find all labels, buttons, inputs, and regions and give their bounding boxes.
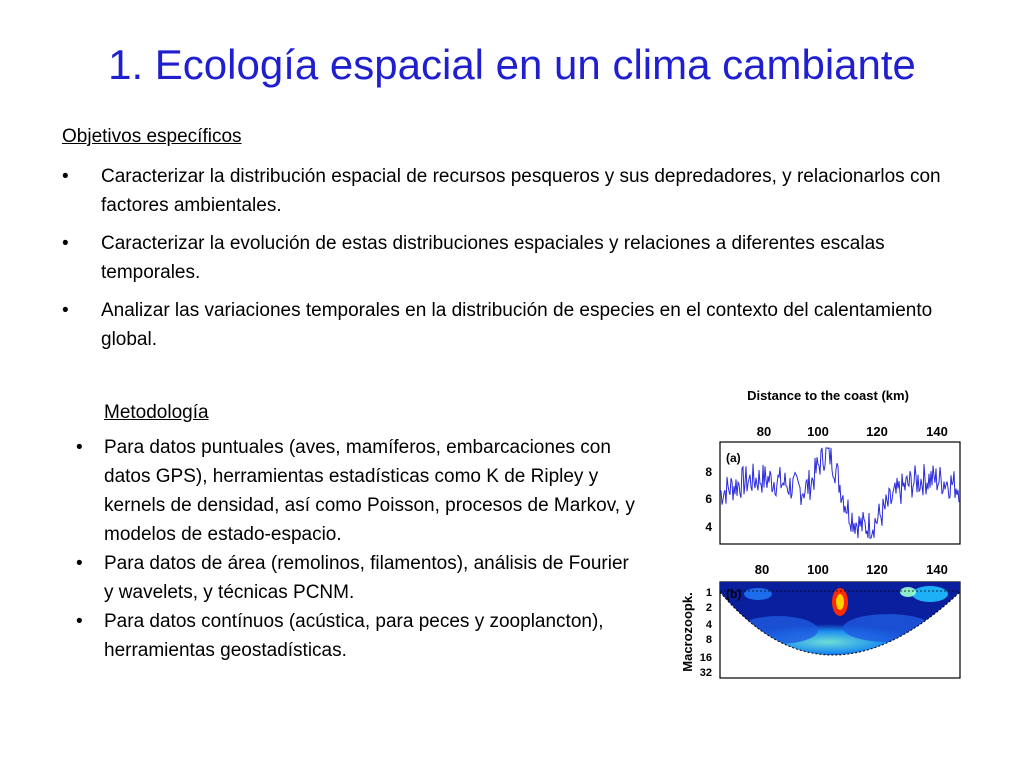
top-tick-label: 120 <box>866 424 888 439</box>
panel-b-label: (b) <box>726 587 742 601</box>
objectives-list <box>62 162 942 363</box>
y-axis-label: Macrozoopk. <box>680 592 695 672</box>
wavelet-figure <box>668 380 978 690</box>
objective-item: • Caracterizar la evolución de estas distribuciones espaciales y relaciones a diferentes escalas temporales. <box>62 229 942 287</box>
slide-title: 1. Ecología espacial en un clima cambiante <box>108 41 916 88</box>
methodology-list <box>76 433 636 665</box>
objective-item: • Analizar las variaciones temporales en la distribución de especies en el contexto del calentamiento global. <box>62 296 942 354</box>
figure-axis-title: Distance to the coast (km) <box>747 388 909 403</box>
top-tick-label: 100 <box>807 424 829 439</box>
top-tick-label: 140 <box>926 424 948 439</box>
panel-b-y-tick: 16 <box>699 652 712 664</box>
methodology-item: • Para datos contínuos (acústica, para peces y zooplancton), herramientas geostadísticas. <box>76 607 636 665</box>
objective-item: • Caracterizar la distribución espacial de recursos pesqueros y sus depredadores, y relacionarlos con factores ambientales. <box>62 162 942 220</box>
objectives-heading: Objetivos específicos <box>62 126 242 147</box>
wavelet-figure-svg <box>668 380 978 690</box>
panel-b-x-tick: 100 <box>807 562 829 577</box>
panel-b-y-tick: 8 <box>705 634 712 646</box>
panel-b-y-tick: 2 <box>705 602 712 614</box>
panel-b-y-tick: 32 <box>699 667 712 679</box>
methodology-item: • Para datos puntuales (aves, mamíferos, embarcaciones con datos GPS), herramientas estadísticas como K de Ripley y kernels de densidad, así como Poisson, procesos de Markov, y modelos de estado-espacio. <box>76 433 636 549</box>
panel-b-y-tick: 4 <box>705 619 712 631</box>
panel-b-x-tick: 80 <box>754 562 770 577</box>
panel-b-x-tick: 120 <box>866 562 888 577</box>
top-tick-label: 80 <box>756 424 772 439</box>
methodology-item: • Para datos de área (remolinos, filamentos), análisis de Fourier y wavelets, y técnicas PCNM. <box>76 549 636 607</box>
panel-b-x-tick: 140 <box>926 562 948 577</box>
panel-a-y-tick: 4 <box>705 520 712 534</box>
panel-a-label: (a) <box>726 451 741 465</box>
panel-a-y-tick: 8 <box>705 465 712 479</box>
panel-a-y-tick: 6 <box>705 492 712 506</box>
panel-b-y-tick: 1 <box>705 587 712 599</box>
methodology-heading: Metodología <box>104 402 209 423</box>
